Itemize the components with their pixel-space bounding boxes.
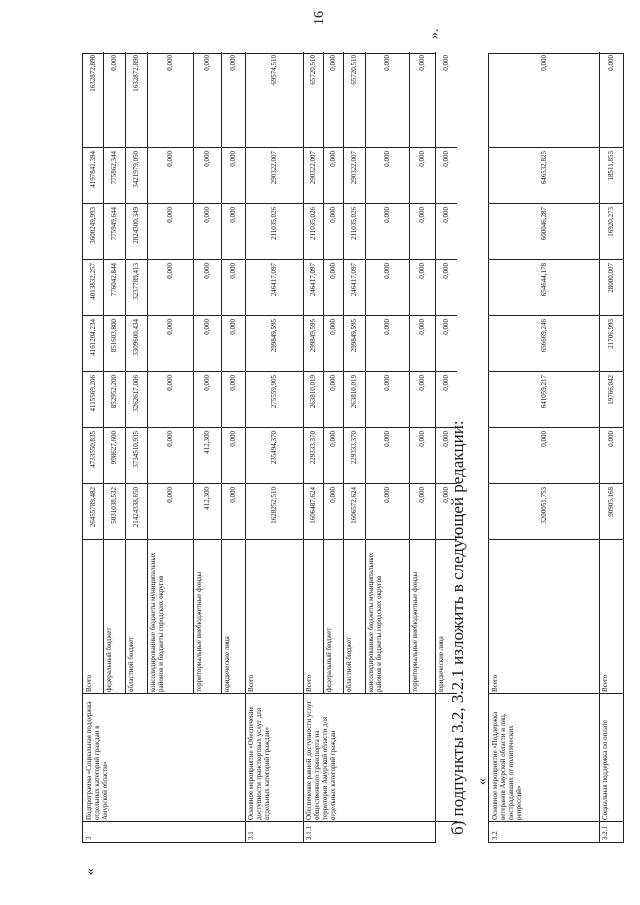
program-title: Социальная поддержка по оплате bbox=[601, 720, 609, 820]
quote-open: « bbox=[83, 868, 98, 875]
amount-cell: 299849,595 bbox=[309, 319, 317, 353]
program-title: Подпрограмма «Социальная поддержка отдельных категорий граждан в Амурской области» bbox=[85, 701, 109, 820]
amount-cell: 0,000 bbox=[110, 55, 118, 71]
amount-cell: 3309600,434 bbox=[132, 319, 140, 356]
funding-source-label: Всего bbox=[491, 674, 499, 692]
amount-cell: 3600249,993 bbox=[89, 207, 97, 244]
table-rule bbox=[83, 427, 457, 428]
amount-cell: 0,000 bbox=[166, 55, 174, 71]
amount-cell: 0,000 bbox=[540, 431, 548, 447]
amount-cell: 275559,905 bbox=[270, 375, 278, 409]
amount-cell: 0,000 bbox=[383, 319, 391, 335]
budget-table-2 bbox=[488, 53, 624, 843]
amount-cell: 0,000 bbox=[442, 207, 450, 223]
amount-cell: 21706,993 bbox=[607, 319, 615, 349]
table-rule bbox=[83, 371, 457, 372]
program-title: Основное мероприятие «Обеспечение доступности транспортных услуг для отдельных категорий граждан» bbox=[247, 706, 271, 820]
amount-cell: 0,000 bbox=[329, 207, 337, 223]
amount-cell: 0,000 bbox=[418, 487, 426, 503]
amount-cell: 0,000 bbox=[329, 319, 337, 335]
funding-source-label: Всего bbox=[85, 674, 93, 692]
table-rule bbox=[221, 52, 222, 694]
amount-cell: 0,000 bbox=[166, 431, 174, 447]
table-rule bbox=[489, 821, 623, 822]
table-rule bbox=[83, 147, 457, 148]
table-rule bbox=[599, 52, 600, 842]
program-title: Основное мероприятие «Поддержка ветеранов Амурской области и лиц, пострадавших от политических репрессий» bbox=[491, 711, 523, 820]
amount-cell: 0,000 bbox=[166, 375, 174, 391]
table-rule bbox=[245, 52, 246, 842]
amount-cell: 290322,007 bbox=[309, 151, 317, 185]
amount-cell: 229333,370 bbox=[350, 431, 358, 465]
amount-cell: 775862,344 bbox=[110, 151, 118, 185]
amount-cell: 1606487,624 bbox=[309, 487, 317, 524]
table-rule bbox=[489, 539, 623, 540]
amount-cell: 0,000 bbox=[607, 55, 615, 71]
program-title: Обеспечение равной доступности услуг общественного транспорта на территории Амурской области для отдельных категорий граждан bbox=[305, 700, 337, 820]
funding-source-label: юридические лица bbox=[223, 636, 231, 692]
amount-cell: 246417,097 bbox=[350, 263, 358, 297]
amount-cell: 211035,026 bbox=[270, 207, 278, 240]
amount-cell: 90905,168 bbox=[607, 487, 615, 517]
item-number: 3 bbox=[85, 836, 93, 840]
amount-cell: 0,000 bbox=[329, 431, 337, 447]
amount-cell: 0,000 bbox=[442, 375, 450, 391]
amount-cell: 65720,510 bbox=[350, 55, 358, 85]
table-rule bbox=[489, 147, 623, 148]
amount-cell: 0,000 bbox=[418, 55, 426, 71]
amount-cell: 654644,178 bbox=[540, 263, 548, 297]
amount-cell: 0,000 bbox=[229, 431, 237, 447]
funding-source-label: Всего bbox=[247, 674, 255, 692]
amount-cell: 0,000 bbox=[383, 431, 391, 447]
amount-cell: 4161204,234 bbox=[89, 319, 97, 356]
funding-source-label: консолидированные бюджеты муниципальных районов и бюджеты городских округов bbox=[149, 552, 165, 692]
amount-cell: 0,000 bbox=[203, 319, 211, 335]
table-rule bbox=[489, 483, 623, 484]
amount-cell: 0,000 bbox=[229, 263, 237, 279]
amount-cell: 0,000 bbox=[383, 263, 391, 279]
amount-cell: 16920,273 bbox=[607, 207, 615, 237]
funding-source-label: Всего bbox=[601, 674, 609, 692]
amount-cell: 0,000 bbox=[329, 487, 337, 503]
amount-cell: 600046,287 bbox=[540, 207, 548, 241]
amount-cell: 3734510,935 bbox=[132, 431, 140, 468]
amount-cell: 0,000 bbox=[418, 319, 426, 335]
amount-cell: 852952,200 bbox=[110, 375, 118, 409]
amount-cell: 0,000 bbox=[442, 263, 450, 279]
amount-cell: 69574,510 bbox=[270, 55, 278, 85]
amount-cell: 998627,600 bbox=[110, 431, 118, 465]
amount-cell: 0,000 bbox=[442, 319, 450, 335]
amount-cell: 0,000 bbox=[442, 487, 450, 503]
amount-cell: 0,000 bbox=[229, 55, 237, 71]
table-rule bbox=[147, 52, 148, 694]
amount-cell: 0,000 bbox=[442, 431, 450, 447]
funding-source-label: консолидированные бюджеты муниципальных районов и бюджеты городских округов bbox=[367, 552, 383, 692]
table-rule bbox=[83, 315, 457, 316]
amount-cell: 0,000 bbox=[203, 375, 211, 391]
amount-cell: 28000,007 bbox=[607, 263, 615, 293]
amount-cell: 775949,644 bbox=[110, 207, 118, 241]
funding-source-label: федеральный бюджет bbox=[325, 627, 333, 692]
amount-cell: 263810,019 bbox=[309, 375, 317, 409]
table-rule bbox=[489, 259, 623, 260]
table-rule bbox=[83, 539, 457, 540]
table-rule bbox=[125, 52, 126, 694]
table-rule bbox=[193, 52, 194, 694]
amount-cell: 0,000 bbox=[166, 263, 174, 279]
funding-source-label: территориальные внебюджетные фонды bbox=[195, 571, 203, 692]
table-rule bbox=[365, 52, 366, 694]
table-rule bbox=[489, 693, 623, 694]
amount-cell: 211035,026 bbox=[350, 207, 358, 240]
amount-cell: 0,000 bbox=[203, 207, 211, 223]
amount-cell: 0,000 bbox=[329, 151, 337, 167]
quote-open-2: « bbox=[475, 778, 490, 785]
amount-cell: 0,000 bbox=[418, 207, 426, 223]
table-rule bbox=[409, 52, 410, 694]
amount-cell: 246417,097 bbox=[309, 263, 317, 297]
item-number: 3.1.1 bbox=[305, 826, 313, 840]
amount-cell: 21424338,650 bbox=[132, 487, 140, 528]
amount-cell: 0,000 bbox=[203, 263, 211, 279]
amount-cell: 0,000 bbox=[329, 263, 337, 279]
amount-cell: 0,000 bbox=[383, 151, 391, 167]
amount-cell: 412,300 bbox=[203, 487, 211, 510]
table-rule bbox=[489, 371, 623, 372]
table-rule bbox=[83, 259, 457, 260]
amount-cell: 0,000 bbox=[203, 55, 211, 71]
amount-cell: 299849,595 bbox=[270, 319, 278, 353]
funding-source-label: юридические лица bbox=[437, 636, 445, 692]
amendment-heading: б) подпункты 3.2, 3.2.1 изложить в следующей редакции: bbox=[448, 420, 467, 835]
amount-cell: 1606572,624 bbox=[350, 487, 358, 524]
amount-cell: 656669,246 bbox=[540, 319, 548, 353]
amount-cell: 0,000 bbox=[166, 151, 174, 167]
quote-close: ». bbox=[427, 28, 442, 39]
amount-cell: 0,000 bbox=[329, 375, 337, 391]
amount-cell: 1632872,890 bbox=[89, 55, 97, 92]
amount-cell: 0,000 bbox=[383, 375, 391, 391]
table-rule bbox=[323, 52, 324, 694]
amount-cell: 0,000 bbox=[442, 55, 450, 71]
item-number: 3.1 bbox=[247, 831, 255, 840]
amount-cell: 0,000 bbox=[418, 263, 426, 279]
amount-cell: 299849,595 bbox=[350, 319, 358, 353]
amount-cell: 5031038,532 bbox=[110, 487, 118, 524]
amount-cell: 18511,853 bbox=[607, 151, 615, 181]
funding-source-label: Всего bbox=[305, 674, 313, 692]
page-number: 16 bbox=[312, 11, 327, 25]
table-rule bbox=[489, 315, 623, 316]
amount-cell: 0,000 bbox=[229, 375, 237, 391]
table-rule bbox=[435, 52, 436, 694]
funding-source-label: территориальные внебюджетные фонды bbox=[411, 571, 419, 692]
amount-cell: 0,000 bbox=[442, 151, 450, 167]
amount-cell: 3262617,006 bbox=[132, 375, 140, 412]
amount-cell: 4197841,394 bbox=[89, 151, 97, 188]
amount-cell: 776042,844 bbox=[110, 263, 118, 297]
amount-cell: 235494,370 bbox=[270, 431, 278, 465]
amount-cell: 1632872,890 bbox=[132, 55, 140, 92]
amount-cell: 0,000 bbox=[229, 319, 237, 335]
amount-cell: 2824300,349 bbox=[132, 207, 140, 244]
amount-cell: 1628252,510 bbox=[270, 487, 278, 524]
amount-cell: 0,000 bbox=[229, 487, 237, 503]
amount-cell: 0,000 bbox=[166, 207, 174, 223]
amount-cell: 3237789,413 bbox=[132, 263, 140, 300]
table-rule bbox=[303, 52, 304, 842]
table-rule bbox=[83, 693, 457, 694]
amount-cell: 0,000 bbox=[203, 151, 211, 167]
budget-table-1 bbox=[82, 53, 450, 843]
item-number: 3.2.1 bbox=[601, 826, 609, 840]
amount-cell: 0,000 bbox=[540, 55, 548, 71]
amount-cell: 4013832,257 bbox=[89, 263, 97, 300]
funding-source-label: федеральный бюджет bbox=[105, 627, 113, 692]
amount-cell: 0,000 bbox=[418, 375, 426, 391]
table-rule bbox=[343, 52, 344, 694]
amount-cell: 211035,026 bbox=[309, 207, 317, 240]
table-rule bbox=[83, 203, 457, 204]
amount-cell: 0,000 bbox=[418, 431, 426, 447]
amount-cell: 0,000 bbox=[229, 207, 237, 223]
amount-cell: 290322,007 bbox=[270, 151, 278, 185]
amount-cell: 3421979,050 bbox=[132, 151, 140, 188]
table-rule bbox=[489, 427, 623, 428]
funding-source-label: областной бюджет bbox=[345, 636, 353, 692]
amount-cell: 412,300 bbox=[203, 431, 211, 454]
amount-cell: 26455789,482 bbox=[89, 487, 97, 528]
amount-cell: 646532,825 bbox=[540, 151, 548, 185]
amount-cell: 65720,510 bbox=[309, 55, 317, 85]
amount-cell: 641059,217 bbox=[540, 375, 548, 409]
amount-cell: 0,000 bbox=[383, 55, 391, 71]
table-rule bbox=[83, 821, 457, 822]
table-rule bbox=[83, 483, 457, 484]
amount-cell: 4115569,206 bbox=[89, 375, 97, 412]
amount-cell: 0,000 bbox=[166, 487, 174, 503]
amount-cell: 246417,097 bbox=[270, 263, 278, 297]
item-number: 3.2 bbox=[491, 831, 499, 840]
amount-cell: 0,000 bbox=[229, 151, 237, 167]
amount-cell: 851603,800 bbox=[110, 319, 118, 353]
amount-cell: 3200051,753 bbox=[540, 487, 548, 524]
amount-cell: 0,000 bbox=[329, 55, 337, 71]
amount-cell: 0,000 bbox=[418, 151, 426, 167]
amount-cell: 263810,019 bbox=[350, 375, 358, 409]
amount-cell: 290322,007 bbox=[350, 151, 358, 185]
amount-cell: 0,000 bbox=[166, 319, 174, 335]
amount-cell: 4733550,835 bbox=[89, 431, 97, 468]
amount-cell: 229333,370 bbox=[309, 431, 317, 465]
table-rule bbox=[489, 203, 623, 204]
amount-cell: 0,000 bbox=[607, 431, 615, 447]
table-rule bbox=[103, 52, 104, 694]
amount-cell: 0,000 bbox=[383, 487, 391, 503]
funding-source-label: областной бюджет bbox=[127, 636, 135, 692]
amount-cell: 19766,042 bbox=[607, 375, 615, 405]
amount-cell: 0,000 bbox=[383, 207, 391, 223]
